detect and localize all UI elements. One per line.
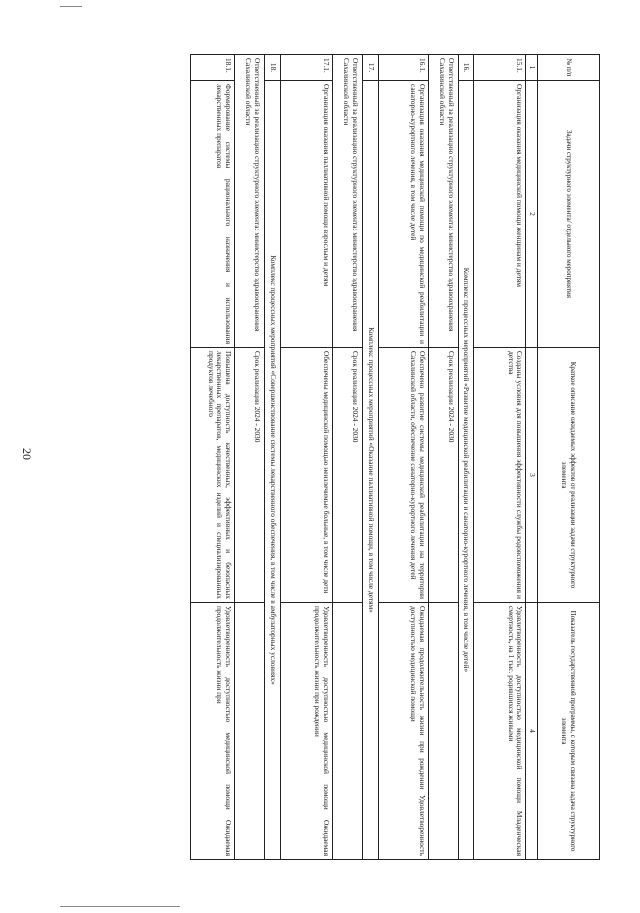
header-number: № п/п — [538, 55, 600, 81]
col-number: 2 — [526, 81, 538, 348]
responsible-text: Ответственный за реализацию структурного элемента: министерство здравоохранения Сахалинской области — [332, 55, 362, 348]
col-number: 1 — [526, 55, 538, 81]
header-task: Задачи структурного элемента/ отдельного мероприятия — [538, 81, 600, 348]
section-number: 18. — [265, 55, 281, 81]
row-indicator: Удовлетворенность доступностью медицинской помощи Младенческая смертность, на 1 тыс. родившихся живыми — [474, 603, 526, 860]
section-number: 16. — [458, 55, 474, 81]
section-title: Комплекс процессных мероприятий «Развитие медицинской реабилитации и санаторно-курортного лечения, в том числе детей» — [458, 81, 474, 860]
row-effect: Повышена доступность качественных, эффективных и безопасных лекарственных препаратов, медицинских изделий и специализированных продуктов лечебного — [191, 348, 235, 603]
scan-edge-mark — [60, 6, 82, 7]
row-number: 16.1. — [378, 55, 428, 81]
col-number: 4 — [526, 603, 538, 860]
responsible-row — [428, 55, 458, 860]
term-text: Срок реализации 2024 - 2030 — [428, 348, 458, 603]
row-task: Формирование системы рационального назначения и использования лекарственных препаратов — [191, 81, 235, 348]
section-row — [362, 55, 378, 860]
table-row — [280, 55, 332, 860]
term-text: Срок реализации 2024 - 2030 — [332, 348, 362, 603]
row-indicator: Ожидаемая продолжительность жизни при рождении Удовлетворенность доступностью медицинской помощи — [378, 603, 428, 860]
section-row — [265, 55, 281, 860]
col-number: 3 — [526, 348, 538, 603]
term-text: Срок реализации 2024 - 2030 — [235, 348, 265, 603]
table-row — [378, 55, 428, 860]
row-number: 18.1. — [191, 55, 235, 81]
rotated-document-table — [130, 54, 600, 859]
section-number: 17. — [362, 55, 378, 81]
empty-cell — [428, 603, 458, 860]
scan-edge-mark — [60, 906, 180, 907]
responsible-text: Ответственный за реализацию структурного элемента: министерство здравоохранения Сахалинской области — [235, 55, 265, 348]
row-effect: Обеспечено развитие системы медицинской реабилитации на территории Сахалинской области, обеспечение санаторно-курортного лечения детей — [378, 348, 428, 603]
header-indicator: Показатель государственной программы, с которым связана задача структурного элемента — [538, 603, 600, 860]
responsible-row — [235, 55, 265, 860]
empty-cell — [235, 603, 265, 860]
header-effect: Краткое описание ожидаемых эффектов от реализации задачи структурного элемента — [538, 348, 600, 603]
row-effect: Созданы условия для повышения эффективности службы родовспоможения и детства — [474, 348, 526, 603]
empty-cell — [332, 603, 362, 860]
row-indicator: Удовлетворенность доступностью медицинской помощи Ожидаемая продолжительность жизни при рождении — [280, 603, 332, 860]
row-number: 15.1. — [474, 55, 526, 81]
responsible-text: Ответственный за реализацию структурного элемента: министерство здравоохранения Сахалинской области — [428, 55, 458, 348]
section-row — [458, 55, 474, 860]
row-effect: Обеспечены медицинской помощью неизлечимые больные, в том числе дети — [280, 348, 332, 603]
table-row — [191, 55, 235, 860]
structural-elements-table — [190, 54, 600, 860]
row-task: Организация оказания паллиативной помощи взрослым и детям — [280, 81, 332, 348]
row-task: Организация оказания медицинской помощи по медицинской реабилитации и санаторно-курортного лечения, в том числе детей — [378, 81, 428, 348]
page-number: 20 — [20, 448, 34, 460]
responsible-row — [332, 55, 362, 860]
row-indicator: Удовлетворенность доступностью медицинской помощи Ожидаемая продолжительность жизни при — [191, 603, 235, 860]
table-row — [474, 55, 526, 860]
section-title: Комплекс процессных мероприятий «Совершенствование системы лекарственного обеспечения, в том числе в амбулаторных условиях» — [265, 81, 281, 860]
section-title: Комплекс процессных мероприятий «Оказание паллиативной помощи, в том числе детям» — [362, 81, 378, 860]
row-task: Организация оказания медицинской помощи женщинам и детям — [474, 81, 526, 348]
row-number: 17.1. — [280, 55, 332, 81]
